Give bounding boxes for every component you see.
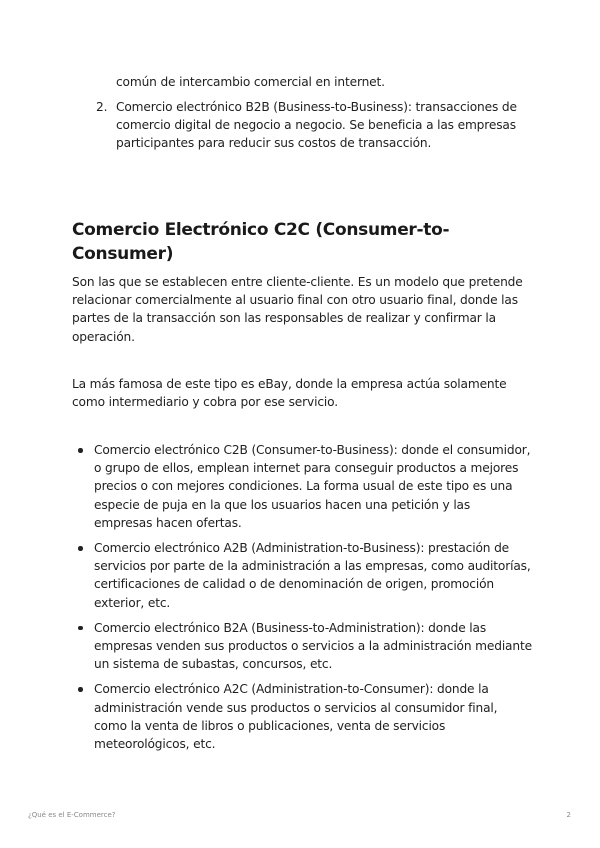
bullet-text: Comercio electrónico B2A (Business-to-Administration): donde las empresas venden sus productos o servicios a la administración mediante un sistema de subastas, concursos, etc. — [94, 620, 532, 672]
page-number: 2 — [566, 811, 571, 819]
bullet-text: Comercio electrónico A2C (Administration-to-Consumer): donde la administración vende sus productos o servicios al consumidor final, como la venta de libros o publicaciones, venta de servicios meteorológicos, etc. — [94, 682, 498, 752]
bullet-icon — [72, 441, 94, 532]
numbered-list-item — [96, 98, 536, 153]
bullet-icon — [72, 619, 94, 674]
list-number: 2. — [96, 100, 108, 114]
paragraph: Son las que se establecen entre cliente-cliente. Es un modelo que pretende relacionar comercialmente al usuario final con otro usuario final, donde las partes de la transacción son las responsables de realizar y confirmar la operación. — [72, 275, 523, 344]
bullet-list — [72, 441, 532, 760]
footer-title: ¿Qué es el E-Commerce? — [28, 811, 116, 819]
bullet-item — [72, 539, 532, 612]
bullet-item — [72, 619, 532, 674]
numbered-list-continuation: común de intercambio comercial en internet. — [116, 75, 385, 89]
bullet-icon — [72, 680, 94, 753]
bullet-text: Comercio electrónico A2B (Administration-to-Business): prestación de servicios por parte de la administración a las empresas, como auditorías, certificaciones de calidad o de denominación de origen, promoción exterior, etc. — [94, 541, 531, 610]
bullet-text: Comercio electrónico C2B (Consumer-to-Business): donde el consumidor, o grupo de ellos, emplean internet para conseguir productos a mejores precios o con mejores condiciones. La forma usual de este tipo es una especie de puja en la que los usuarios hacen una petición y las empresas hacen ofertas. — [94, 443, 531, 530]
bullet-item — [72, 680, 532, 753]
list-item-text: Comercio electrónico B2B (Business-to-Business): transacciones de comercio digital de negocio a negocio. Se beneficia a las empresas participantes para reducir sus costos de transacción. — [116, 100, 517, 151]
section-heading: Comercio Electrónico C2C (Consumer-to-Consumer) — [72, 220, 450, 264]
bullet-icon — [72, 539, 94, 612]
paragraph: La más famosa de este tipo es eBay, donde la empresa actúa solamente como intermediario y cobra por ese servicio. — [72, 377, 507, 410]
bullet-item — [72, 441, 532, 532]
